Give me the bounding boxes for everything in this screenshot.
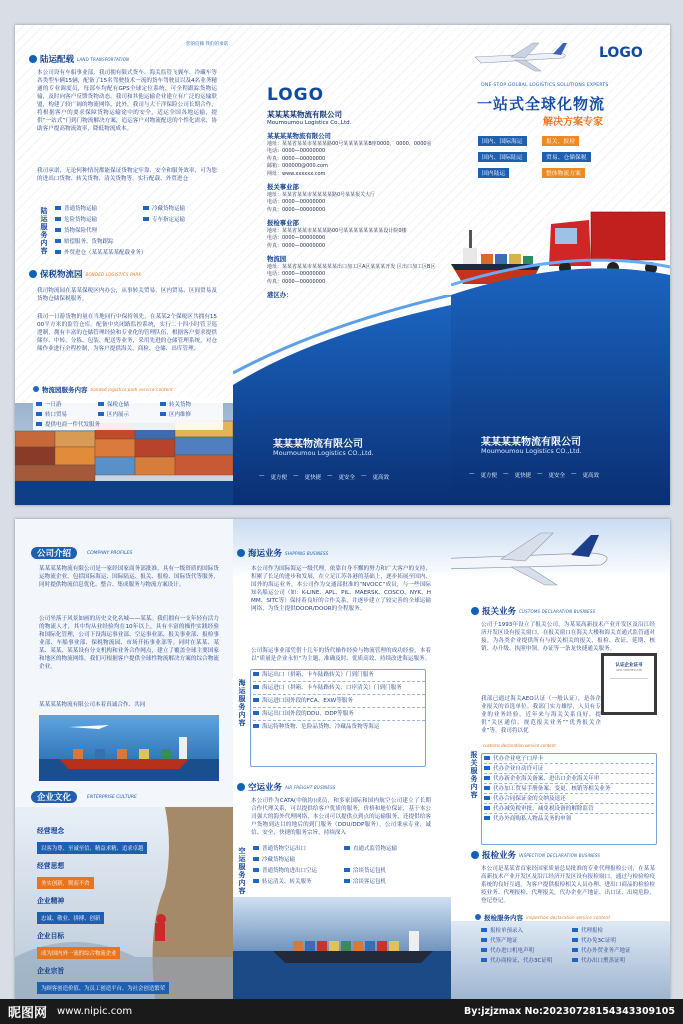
inspect-service-grid (481, 925, 657, 964)
customs-service-item: 代办企业电子口岸卡 (484, 755, 654, 764)
air-service-item: 普通货物空运出口 (253, 843, 338, 852)
document-icon (471, 607, 479, 615)
watermark-bar (0, 999, 683, 1024)
land-slogan: 您的信赖 我们的承诺 (186, 42, 228, 47)
sea-paragraph-1: 本公司作为国际海运一级代理，依靠自身不懈的努力和广大客户的支持，积累了长足的进步和发展，在立足江苏各港的基础上，逐步拓展至国内、国外的海运业务。本公司作为交通部批准的“NVOCC”成员，与一些国际知名船运公司（如：K-LINE、APL、PIL、MAERSK、COSCO、NYK、HMM、SITC等）保持着良好的合作关系，并逐步建立了较完善的全球运输网络，为货主提供DOOR/DOOR的全程服务。 (251, 566, 431, 612)
land-title-en: LAND TRANSPORTATION (77, 56, 130, 62)
bonded-service-item: 保税仓储 (98, 399, 158, 408)
branch-customs-fax: 传真：0000—00000000 (267, 206, 326, 213)
bonded-paragraph-2: 我司一日游货物的量在当地同行中保持领先，在某某2个保税区共拥有1500平方米的监管仓库。配备中央闭路监控系统，实行二十四小时管卫巡逻制，拥有丰富的仓储管理经验和专业化的管理队伍，根据客户要求提供储存、中转、分拣、包装、配送等业务，采用先进的仓储管理系统，对仓储作业进行全程控制，为客户提供海关、商检、仓储、出库管理、 (37, 314, 217, 352)
watermark-url: www.nipic.com (57, 1006, 133, 1017)
sea-service-list (253, 671, 425, 731)
bonded-service-grid (33, 397, 223, 430)
customs-service-item: 代办合同保证金的交纳及退还 (484, 795, 654, 804)
truck-icon (29, 55, 37, 63)
customs-service-item: 代办企业自动许可证 (484, 765, 654, 774)
bonded-title: 保税物流园 (40, 270, 83, 280)
culture-title-en: ENTERPRISE CULTURE (87, 795, 137, 800)
land-paragraph-2: 我司承诺，无论何种情况都能保证货物定牢靠、安全和服务效率，可为您的进出口货物、转关货物、清关货物等，实行配载、外贸进仓 (37, 168, 217, 182)
ship-icon (237, 549, 245, 557)
air-service-item: 转运清关、转关服务 (253, 876, 338, 885)
customs-service-item: 代办加工贸易手册备案、变更、核销等相关业务 (484, 785, 654, 794)
bonded-service-item: 一日游 (36, 399, 96, 408)
cover-service-tag: 国内、国际海运 (477, 135, 528, 147)
land-service-item: 冷藏货物运输 (143, 203, 225, 212)
panel-land-bonded (15, 25, 233, 505)
sea-service-item: 海运进口（拼箱、卡车陆路转关、口岸清关）门到门服务 (253, 684, 425, 695)
container-ship-illustration (39, 715, 219, 781)
branch-port-title: 港区办： (267, 291, 293, 299)
branch-inspect-phone: 电话：0000—00000000 (267, 235, 326, 241)
profile-paragraph-3: 某某某某物流有限公司本着真诚合作、共同 (39, 702, 146, 708)
sea-service-side-title: 海运服务内容 (238, 679, 246, 727)
customs-service-list (484, 755, 654, 823)
airplane-icon (471, 39, 571, 75)
customs-title: 报关业务 (482, 607, 517, 617)
cover-headline: 一站式全球化物流 (477, 95, 606, 113)
profile-header (31, 547, 77, 559)
bonded-service-item: 区内展示 (98, 409, 158, 418)
culture-item-bar: 为顾客创造价值、为员工创造平台、为社会创造繁荣 (37, 982, 169, 994)
inspect-title-en: INSPECTION DECLARATION BUSINESS (519, 852, 601, 858)
customs-service-item: 代办新企业海关备案、进出口企业海关年审 (484, 775, 654, 784)
land-service-item: 普通货物运输 (55, 203, 137, 212)
branch-inspect-title: 报检事业部 (267, 219, 299, 227)
culture-item-label: 企业精神 (37, 897, 65, 905)
culture-item-bar: 以客为尊、至诚至信、精益求精、追求卓越 (37, 842, 147, 854)
land-service-item: 危险货物运输 (55, 214, 137, 223)
cover-subline: 解决方案专家 (543, 117, 603, 128)
inspect-service-item: 代办商检证、代办3C证明 (481, 955, 566, 964)
branch-customs-title: 报关事业部 (267, 183, 299, 191)
inspect-service-title-en: inspection declaration service content (526, 914, 611, 920)
inspect-service-item: 代办外贸业务产地证 (572, 945, 657, 954)
air-service-item: 洽谈货运包机 (344, 865, 429, 874)
branch-inspect-address: 地址：某某省某某市某某某路00号某某某某某某某某设计院0楼 (267, 227, 407, 234)
certificate-title-en: AEO CERTIFICATE (615, 668, 643, 672)
port-photo (39, 715, 219, 781)
customs-paragraph-2: 我部已通过海关AEO认证（一般认证），是各企业报关的首选单位。我部门实力雄厚，人员有专业的业务经验，近年来与海关关系良好，提供“关区通信、规范报关业务”“优秀报关企业”等。我司将以优 (481, 696, 601, 734)
land-service-side-title: 陆运服务内容 (40, 207, 48, 255)
cover-logo: LOGO (599, 45, 643, 61)
land-service-item (143, 236, 225, 245)
hq-fax: 传真：0000—00000000 (267, 155, 326, 162)
panel-profile-culture (15, 519, 233, 999)
culture-item-label: 企业宗旨 (37, 967, 65, 975)
inspect-header (471, 849, 600, 861)
land-service-grid (55, 203, 225, 256)
air-service-side-title: 空运服务内容 (238, 847, 246, 895)
panel-sea-air (233, 519, 451, 999)
inspect-title: 报检业务 (482, 851, 517, 861)
panel-front-cover (451, 25, 670, 505)
hq-website: 网址：www.xxxxxx.com (267, 170, 326, 177)
land-service-item: 外贸进仓（某某某某某配载业务） (55, 247, 225, 256)
air-paragraph-1: 本公司作为CATA(中航协)成员，和多家国际和国内航空公司建立了长期合作代理关系，可以提供给客户优质的服务，价格和舱位保证，基于本公司强大的海外代理网络，本公司可以提供点到点的运输服务，还提供给客户货物到达目的地后的到门服务（DDU/DDP服务），公司秉承专业、诚信、安全、快捷的服务宗旨，持续深入 (251, 798, 431, 836)
cover-blue-wave (451, 255, 670, 505)
inspect-service-item: 代理报检 (572, 925, 657, 934)
bonded-service-item: 转关货物 (160, 399, 220, 408)
land-service-item (143, 225, 225, 234)
brochure-outside (15, 25, 670, 505)
culture-item-label: 经营思想 (37, 862, 65, 870)
air-header (237, 781, 335, 793)
bonded-service-item: 区内维修 (160, 409, 220, 418)
culture-item-bar: 忠诚、敬业、拼搏、创新 (37, 912, 104, 924)
culture-item-bar: 成为国内外一流的综合物流企业 (37, 947, 120, 959)
cover-service-tag: 国内陆运 (477, 167, 510, 179)
watermark-id: By:jzjzmax No:20230728154343309105 (463, 1006, 675, 1017)
land-header (29, 53, 129, 65)
branch-park-phone: 电话：0000—00000000 (267, 271, 326, 277)
inspect-paragraph-1: 本公司是某某省首家经国家质量总局批准的专业代理报检公司，在某某高新技术产业开发区及沿江经济开发区设有报检窗口，通过与检验检疫系统的良好互通，为客户提供报检相关人员办理、进出口商品的检验检疫业务、代理报检、代理报关，代办企业产地证、出口证、出境危险、登记登记。 (481, 866, 655, 904)
brochure-inside (15, 519, 670, 999)
hq-address: 地址：某某省某某市某某某路00号某某某某某B座0000、 0000、0000室 (267, 140, 432, 147)
air-service-item: 冷藏货物运输 (253, 854, 338, 863)
land-service-item: 赔偿服务、货物跟踪 (55, 236, 137, 245)
panel-footer-band (15, 481, 233, 505)
inspect-service-title: 报检服务内容 (484, 913, 523, 922)
cover-footer-company-en: Moumoumou Logistics CO.,Ltd. (481, 447, 582, 455)
profile-title: 公司介绍 (37, 549, 72, 559)
air-service-item: 普通货物的进出口空运 (253, 865, 338, 874)
hq-email: 邮箱：000000@000.com (267, 163, 328, 169)
sea-title: 海运业务 (248, 549, 283, 559)
air-service-item (344, 854, 429, 863)
contact-footer-company: 某某某物流有限公司 (273, 439, 363, 450)
warehouse-icon (29, 270, 37, 278)
customs-service-item: 代办减免税审批、减免税设备的解除监管 (484, 805, 654, 814)
branch-inspect-fax: 传真：0000—00000000 (267, 242, 326, 249)
contact-slogans: — 更方便 — 更快捷 — 更安全 — 更高效 (259, 473, 390, 481)
air-service-grid (253, 843, 429, 885)
bonded-title-en: BONDED LOGISTICS PARK (85, 271, 142, 277)
culture-item-label: 企业目标 (37, 932, 65, 940)
magnifier-icon (471, 851, 479, 859)
air-service-item: 直通式监管物运输 (344, 843, 429, 852)
land-service-item: 货物保险代理 (55, 225, 137, 234)
branch-customs-address: 地址：某某省某某市某某某某路0号某某报关大厅 (267, 191, 376, 198)
customs-service-side-title: 报关服务内容 (470, 751, 478, 799)
profile-title-en: COMPANY PROFILES (87, 551, 133, 556)
hq-title: 某某某某物流有限公司 (267, 132, 331, 140)
customs-service-item: 代办外商购私人物品关务的申领 (484, 815, 654, 823)
profile-paragraph-2: 公司坐落于风景如画的历史文化名城——某某。我们拥有一支年轻有活力的物流人才，其中均从业经验均在10年以上，具有丰富的操作实践经验和国际化管理，公司下设海运事业部、空运事业部、报关事业部、报检事业部、车船事业部、保税物流园、市场开拓事业部等。同时在某某、某某、某某、某某设有分支机构和业务合作网点，建立了覆盖全球主要国家和地区的物流网络，我们可根据客户提供全球性物流解决方案的综合物流企业。 (39, 616, 219, 670)
certificate-title: 认证企业证书 (615, 663, 643, 668)
culture-list (37, 811, 187, 994)
inspect-service-item: 报检单预录入 (481, 925, 566, 934)
sea-service-item: 海运出口（拼箱、卡车陆路转关）门到门服务 (253, 671, 425, 682)
sea-title-en: SHIPPING BUSINESS (285, 550, 329, 556)
cover-service-tag: 国内、国际陆运 (477, 151, 528, 163)
contact-details (267, 133, 437, 300)
contact-logo: LOGO (267, 85, 325, 105)
sea-service-item: 海运出口国外段的DDU、DDP等服务 (253, 710, 425, 721)
bonded-header (29, 268, 141, 280)
customs-service-en: customs declaration service content (483, 743, 556, 748)
sea-service-item: 海运特种货物、危险品货物、冷藏品货物等海运 (253, 723, 425, 731)
cover-slogans: — 更方便 — 更快捷 — 更安全 — 更高效 (469, 471, 600, 479)
sea-header (237, 547, 328, 559)
branch-park-fax: 传真：0000—00000000 (267, 278, 326, 285)
sea-service-item: 海运进口国外段的FCA、EXW等服务 (253, 697, 425, 708)
branch-park-title: 物流园 (267, 255, 287, 263)
culture-title: 企业文化 (37, 793, 72, 803)
land-service-item: 专车指定运输 (143, 214, 225, 223)
bonded-paragraph-1: 我司物流园在某某保税区内办公，从事转关贸易、区内贸易、区间贸易及货物仓储保税服务。 (37, 288, 217, 302)
branch-customs-phone: 电话：0000—00000000 (267, 199, 326, 205)
customs-paragraph-1: 公司于1993年设立了报关公司，为某某高新技术产业开发区及沿江经济开发区设有报关窗口，在报关窗口在海关大楼和海关直通式监管通对接。为各类企业提供所有与报关相关的报关、报检、改证、延期、核销、办升级、执照申领、办证等一条龙快捷通关服务。 (481, 622, 655, 652)
customs-title-en: CUSTOMS DECLARATION BUSINESS (519, 608, 596, 614)
air-title-en: AIR FREIGHT BUSINESS (285, 784, 336, 790)
watermark-site: 昵图网 (8, 1006, 48, 1021)
profile-paragraph-1: 某某某某物流有限公司是一家经国家商务部批准，具有一级资质的国际货运物流企业，包括国际海运、国际陆运、报关、报检、国际货代等服务，同时提供物流信息优化、整合、集成服务与物流方案设计。 (39, 566, 219, 588)
cover-service-tag: 报关、报检 (541, 135, 580, 147)
hq-phone: 电话：0000—00000000 (267, 148, 326, 154)
culture-item-bar: 务实创新，锲而不舍 (37, 877, 94, 889)
panel-contact-info (233, 25, 451, 505)
airplane-icon (451, 525, 621, 589)
cover-footer-company: 某某某某物流有限公司 (481, 437, 581, 448)
inspect-service-item: 代签产地证 (481, 935, 566, 944)
bonded-service-header (33, 383, 173, 395)
sea-paragraph-2: 公司海运事业部凭借十几年的货代操作经验与物流管理的成功经验，本着以“质量是企业永恒”为主题，准确及时、优质高效、持续改进海运服务。 (251, 648, 431, 662)
sea-photo (233, 897, 451, 999)
cover-tagline-en: ONE-STOP GOLBAL LOGISTICS SOLUTIONS EXPERTS (481, 83, 609, 88)
bonded-service-item: 提供电商一件代发服务 (36, 419, 220, 428)
branch-park-address: 地址：某某省某某市某某某某某出口加工区A区某某某开发 区出口加工区B区 (267, 263, 436, 270)
land-paragraph-1: 本公司设有车船事业部，我司拥有限式货车、海关监管飞翼车、冷藏车等各类型车辆15辆，配备了15名驾驶技术一流的货车驾驶员以及4名业务精通的专业调度员，每部车均配有GPS全球定位系统，可全程跟踪货物运输，及时向客户反馈货物动态。我司和其他运输企业建立有广泛的运输联盟，构建了较广阔的物流网络，此外，我司与大干洋保险公司长期合作，将根据客户的要求保障货物运输途中的安全，适运全国各地运输，提供“一站式”门到门物流解决方案，追运客户对物流配送的个性化需求，协助客户提高物流效率，降低物流成本。 (37, 70, 218, 132)
contact-company-name: 某某某某物流有限公司 (267, 110, 342, 119)
cover-service-tag: 贸易、仓储保税 (541, 151, 592, 163)
bonded-service-item: 转口贸易 (36, 409, 96, 418)
inspect-service-item: 代办免3C证明 (572, 935, 657, 944)
air-service-item: 洽谈客运包机 (344, 876, 429, 885)
certificate-frame (601, 653, 657, 715)
container-ship-illustration (233, 897, 451, 999)
air-title: 空运业务 (248, 783, 283, 793)
contact-company-name-en: Moumoumou Logistics Co.,Ltd. (267, 120, 352, 126)
inspect-service-item: 代办出口熏蒸证明 (572, 955, 657, 964)
panel-customs-inspect (451, 519, 670, 999)
inspect-service-item: 代办进口机电声明 (481, 945, 566, 954)
plane-icon (237, 783, 245, 791)
contact-footer-company-en: Moumoumou Logistics CO.,Ltd. (273, 449, 374, 457)
bonded-service-title: 物流园服务内容 (42, 385, 88, 394)
bonded-service-title-en: bonded logistics park service content (90, 386, 173, 392)
cover-service-tag: 整体物流方案 (541, 167, 586, 179)
culture-item-label: 经营理念 (37, 827, 65, 835)
land-title: 陆运配载 (40, 55, 75, 65)
customs-header (471, 605, 595, 617)
culture-header (31, 791, 77, 803)
